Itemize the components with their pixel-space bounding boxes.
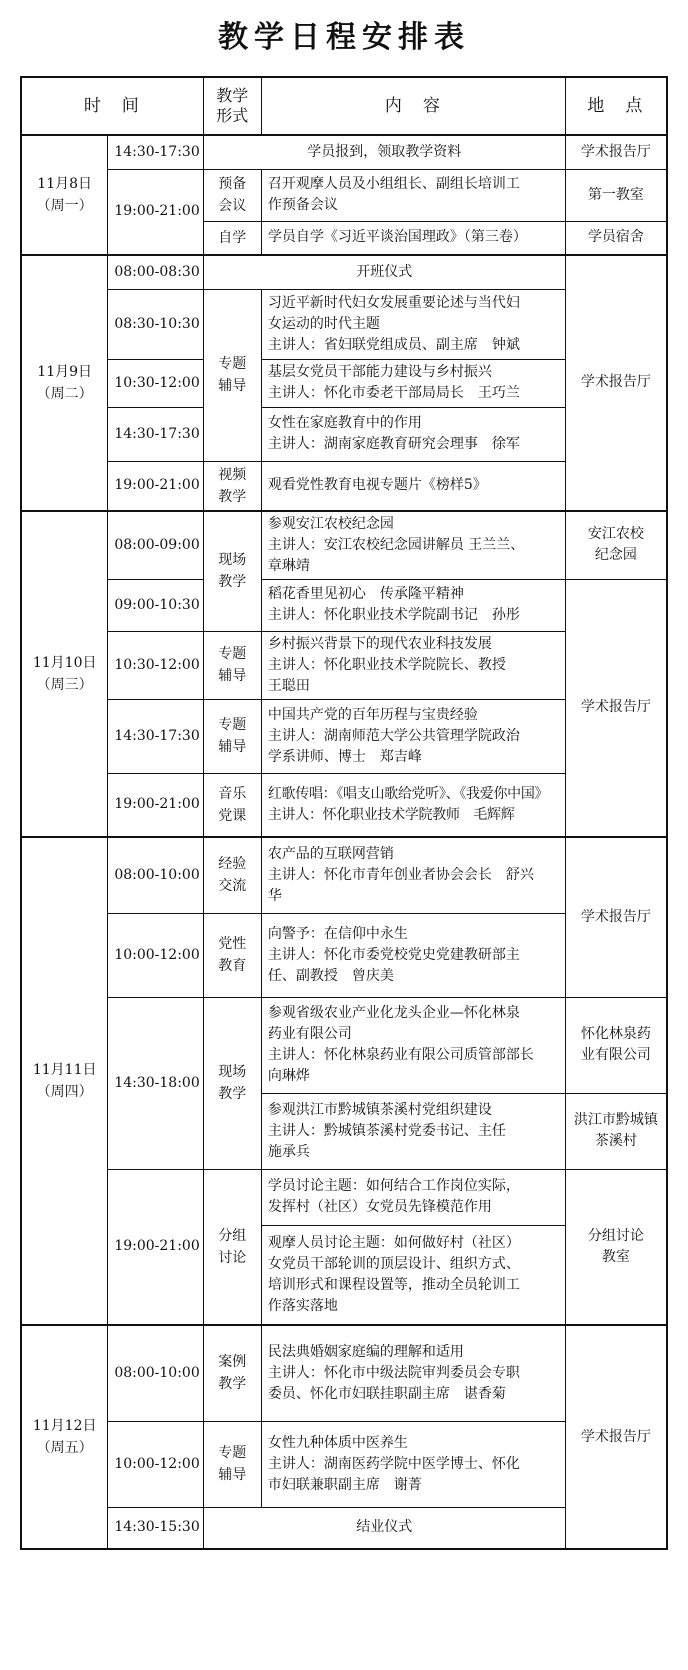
content-cell: 学员讨论主题：如何结合工作岗位实际， 发挥村（社区）女党员先锋模范作用 (261, 1169, 565, 1225)
form-cell: 分组 讨论 (203, 1169, 261, 1325)
place-cell: 分组讨论 教室 (565, 1169, 667, 1325)
time-cell: 08:00-09:00 (108, 511, 203, 580)
place-cell: 学术报告厅 (565, 579, 667, 837)
form-cell: 专题 辅导 (203, 699, 261, 773)
place-cell: 怀化林泉药 业有限公司 (565, 997, 667, 1093)
form-cell: 专题 辅导 (203, 289, 261, 461)
table-row (21, 169, 667, 221)
content-cell: 中国共产党的百年历程与宝贵经验 主讲人：湖南师范大学公共管理学院政治 学系讲师、博士 郑吉峰 (261, 699, 565, 773)
time-cell: 19:00-21:00 (108, 169, 203, 255)
form-cell: 音乐 党课 (203, 773, 261, 837)
date-cell: 11月12日 （周五） (21, 1325, 108, 1549)
time-cell: 08:00-10:00 (108, 837, 203, 913)
date-cell: 11月8日 （周一） (21, 135, 108, 255)
header-row (21, 77, 667, 135)
content-cell: 观看党性教育电视专题片《榜样5》 (261, 461, 565, 511)
time-cell: 14:30-17:30 (108, 135, 203, 169)
place-cell: 安江农校 纪念园 (565, 511, 667, 580)
content-cell: 稻花香里见初心 传承隆平精神 主讲人：怀化职业技术学院副书记 孙彤 (261, 579, 565, 631)
time-cell: 10:30-12:00 (108, 359, 203, 407)
content-cell: 学员报到，领取教学资料 (203, 135, 565, 169)
time-cell: 14:30-18:00 (108, 997, 203, 1169)
time-cell: 19:00-21:00 (108, 461, 203, 511)
form-cell: 视频 教学 (203, 461, 261, 511)
header-place: 地 点 (565, 77, 667, 135)
time-cell: 14:30-17:30 (108, 699, 203, 773)
time-cell: 19:00-21:00 (108, 1169, 203, 1325)
place-cell: 学术报告厅 (565, 255, 667, 511)
time-cell: 14:30-15:30 (108, 1507, 203, 1549)
form-cell: 经验 交流 (203, 837, 261, 913)
table-row (21, 579, 667, 631)
form-cell: 预备 会议 (203, 169, 261, 221)
table-row (21, 997, 667, 1093)
header-form: 教学 形式 (203, 77, 261, 135)
place-cell: 学员宿舍 (565, 221, 667, 255)
content-cell: 民法典婚姻家庭编的理解和适用 主讲人：怀化市中级法院审判委员会专职 委员、怀化市妇联挂职副主席 谌香菊 (261, 1325, 565, 1421)
time-cell: 10:30-12:00 (108, 631, 203, 699)
content-cell: 习近平新时代妇女发展重要论述与当代妇 女运动的时代主题 主讲人：省妇联党组成员、副主席 钟斌 (261, 289, 565, 359)
content-cell: 农产品的互联网营销 主讲人：怀化市青年创业者协会会长 舒兴 华 (261, 837, 565, 913)
table-row (21, 1169, 667, 1225)
time-cell: 09:00-10:30 (108, 579, 203, 631)
table-row (21, 135, 667, 169)
content-cell: 向警予：在信仰中永生 主讲人：怀化市委党校党史党建教研部主 任、副教授 曾庆美 (261, 913, 565, 997)
time-cell: 10:00-12:00 (108, 913, 203, 997)
table-row (21, 837, 667, 913)
time-cell: 08:00-08:30 (108, 255, 203, 289)
content-cell: 参观省级农业产业化龙头企业—怀化林泉 药业有限公司 主讲人：怀化林泉药业有限公司质管部部长 向琳烨 (261, 997, 565, 1093)
form-cell: 现场 教学 (203, 511, 261, 632)
time-cell: 10:00-12:00 (108, 1421, 203, 1507)
content-cell: 女性九种体质中医养生 主讲人：湖南医药学院中医学博士、怀化 市妇联兼职副主席 谢菁 (261, 1421, 565, 1507)
content-cell: 召开观摩人员及小组组长、副组长培训工 作预备会议 (261, 169, 565, 221)
form-cell: 现场 教学 (203, 997, 261, 1169)
date-cell: 11月9日 （周二） (21, 255, 108, 511)
form-cell: 自学 (203, 221, 261, 255)
place-cell: 学术报告厅 (565, 1325, 667, 1549)
date-cell: 11月10日 （周三） (21, 511, 108, 838)
time-cell: 08:30-10:30 (108, 289, 203, 359)
content-cell: 乡村振兴背景下的现代农业科技发展 主讲人：怀化职业技术学院院长、教授 王聪田 (261, 631, 565, 699)
date-cell: 11月11日 （周四） (21, 837, 108, 1325)
table-row (21, 255, 667, 289)
content-cell: 红歌传唱：《唱支山歌给党听》、《我爱你中国》 主讲人：怀化职业技术学院教师 毛辉辉 (261, 773, 565, 837)
header-content: 内 容 (261, 77, 565, 135)
time-cell: 19:00-21:00 (108, 773, 203, 837)
schedule-table (20, 76, 668, 1550)
place-cell: 学术报告厅 (565, 837, 667, 997)
content-cell: 女性在家庭教育中的作用 主讲人：湖南家庭教育研究会理事 徐军 (261, 407, 565, 461)
page-title: 教学日程安排表 (218, 20, 470, 55)
table-row (21, 1325, 667, 1421)
content-cell: 基层女党员干部能力建设与乡村振兴 主讲人：怀化市委老干部局局长 王巧兰 (261, 359, 565, 407)
form-cell: 专题 辅导 (203, 1421, 261, 1507)
place-cell: 第一教室 (565, 169, 667, 221)
form-cell: 党性 教育 (203, 913, 261, 997)
place-cell: 学术报告厅 (565, 135, 667, 169)
table-row (21, 511, 667, 580)
header-time: 时 间 (21, 77, 203, 135)
content-cell: 开班仪式 (203, 255, 565, 289)
time-cell: 08:00-10:00 (108, 1325, 203, 1421)
content-cell: 结业仪式 (203, 1507, 565, 1549)
content-cell: 观摩人员讨论主题：如何做好村（社区） 女党员干部轮训的顶层设计、组织方式、 培训形式和课程设置等，推动全员轮训工 作落实落地 (261, 1225, 565, 1325)
form-cell: 案例 教学 (203, 1325, 261, 1421)
content-cell: 学员自学《习近平谈治国理政》（第三卷） (261, 221, 565, 255)
content-cell: 参观安江农校纪念园 主讲人：安江农校纪念园讲解员 王兰兰、 章琳靖 (261, 511, 565, 580)
time-cell: 14:30-17:30 (108, 407, 203, 461)
form-cell: 专题 辅导 (203, 631, 261, 699)
content-cell: 参观洪江市黔城镇茶溪村党组织建设 主讲人：黔城镇茶溪村党委书记、主任 施承兵 (261, 1093, 565, 1169)
place-cell: 洪江市黔城镇 茶溪村 (565, 1093, 667, 1169)
